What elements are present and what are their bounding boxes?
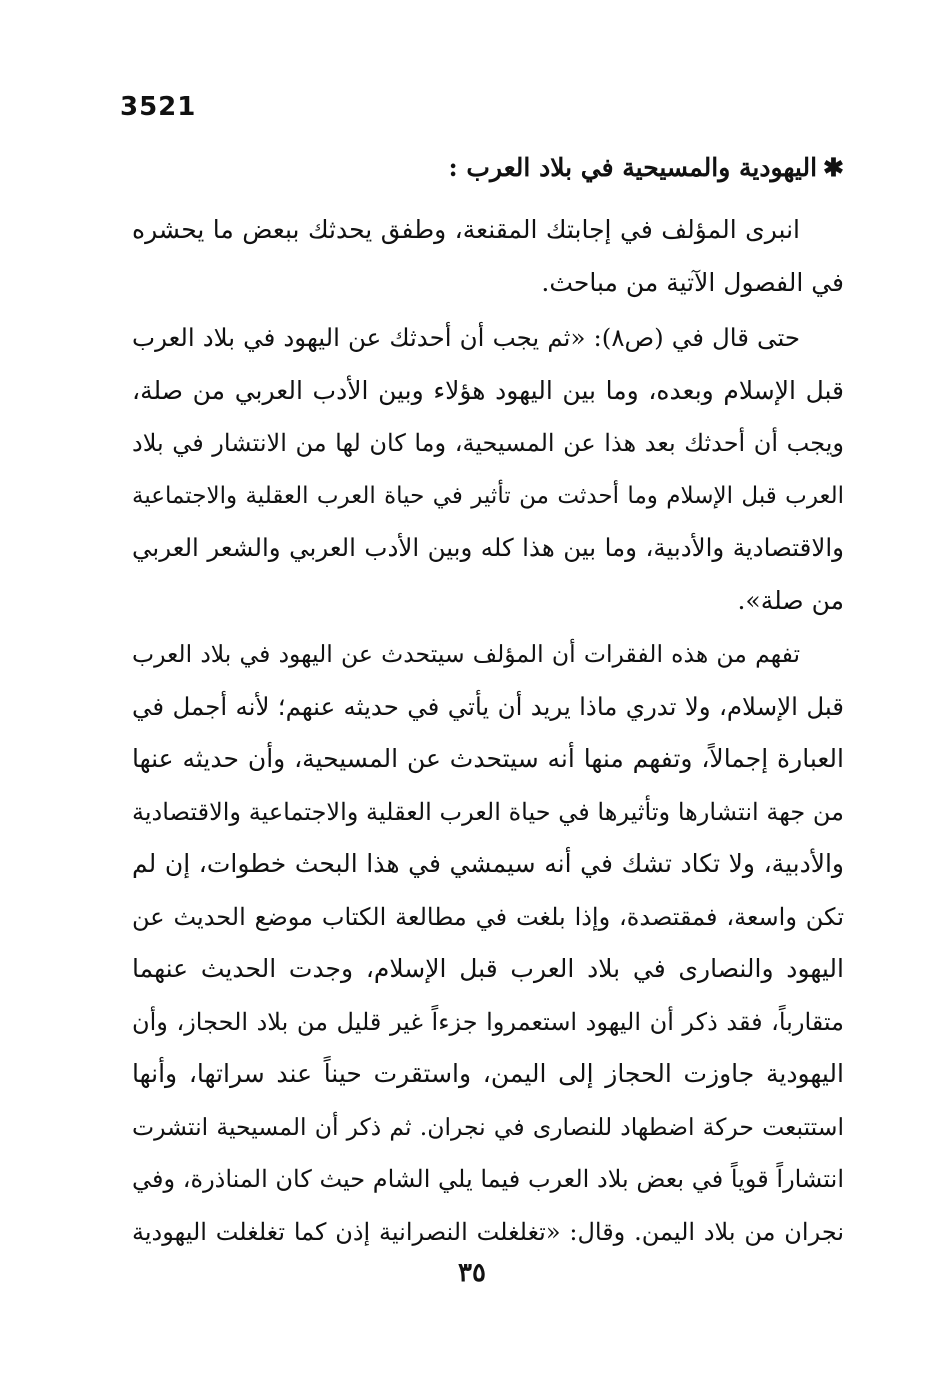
paragraph-2 [132, 312, 844, 627]
paragraph-line: انتشاراً قوياً في بعض بلاد العرب فيما يلي الشام حيث كان المناذرة، وفي [132, 1165, 844, 1193]
paragraph-line: ويجب أن أحدثك بعد هذا عن المسيحية، وما كان لها من الانتشار في بلاد [132, 429, 844, 457]
paragraph-line: تكن واسعة، فمقتصدة، وإذا بلغت في مطالعة الكتاب موضع الحديث عن [132, 902, 844, 931]
page-number: ٣٥ [458, 1258, 486, 1288]
paragraph-line: استتبعت حركة اضطهاد للنصارى في نجران. ثم ذكر أن المسيحية انتشرت [132, 1112, 844, 1141]
paragraph-line: والاقتصادية والأدبية، وما بين هذا كله وبين الأدب العربي والشعر العربي [132, 533, 844, 562]
paragraph-3 [132, 628, 844, 1258]
paragraph-line: من صلة». [737, 585, 844, 615]
paragraph-1 [132, 204, 844, 309]
section-heading-text: اليهودية والمسيحية في بلاد العرب : [448, 153, 818, 182]
paragraph-line: قبل الإسلام، ولا تدري ماذا يريد أن يأتي في حديثه عنهم؛ لأنه أجمل في [132, 691, 844, 721]
page-id: 3521 [120, 92, 197, 122]
paragraph-line: نجران من بلاد اليمن. وقال: «تغلغلت النصرانية إذن كما تغلغلت اليهودية [132, 1217, 844, 1246]
paragraph-line: اليهود والنصارى في بلاد العرب قبل الإسلام، وجدت الحديث عنهما [132, 954, 844, 983]
paragraph-line: قبل الإسلام وبعده، وما بين اليهود هؤلاء وبين الأدب العربي من صلة، [132, 375, 844, 405]
paragraph-line: انبرى المؤلف في إجابتك المقنعة، وطفق يحدثك ببعض ما يحشره [132, 215, 800, 244]
paragraph-line: من جهة انتشارها وتأثيرها في حياة العرب العقلية والاجتماعية والاقتصادية [132, 797, 844, 826]
paragraph-line: اليهودية جاوزت الحجاز إلى اليمن، واستقرت حيناً عند سراتها، وأنها [132, 1059, 844, 1088]
paragraph-line: العبارة إجمالاً، وتفهم منها أنه سيتحدث عن المسيحية، وأن حديثه عنها [132, 744, 844, 773]
paragraph-line: والأدبية، ولا تكاد تشك في أنه سيمشي في هذا البحث خطوات، إن لم [132, 849, 844, 878]
paragraph-line: في الفصول الآتية من مباحث. [541, 267, 844, 297]
paragraph-line: حتى قال في (ص٨): «ثم يجب أن أحدثك عن اليهود في بلاد العرب [132, 323, 800, 352]
section-heading [132, 150, 844, 186]
paragraph-line: تفهم من هذه الفقرات أن المؤلف سيتحدث عن اليهود في بلاد العرب [132, 640, 800, 668]
asterisk-icon: ✱ [823, 153, 844, 182]
paragraph-line: العرب قبل الإسلام وما أحدثت من تأثير في حياة العرب العقلية والاجتماعية [132, 482, 844, 509]
paragraph-line: متقارباً، فقد ذكر أن اليهود استعمروا جزءاً غير قليل من بلاد الحجاز، وأن [132, 1007, 844, 1036]
